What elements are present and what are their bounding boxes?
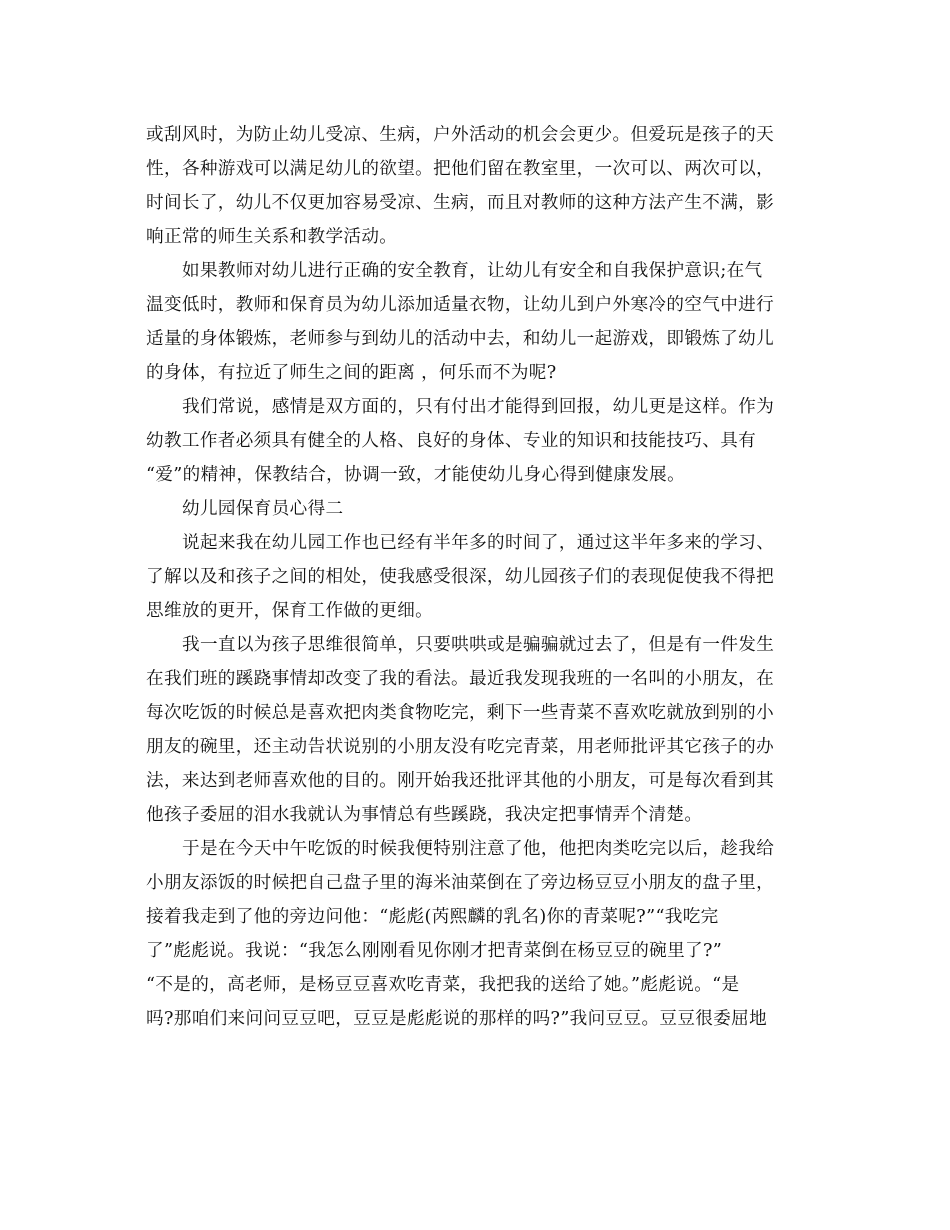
text-line: “不是的，高老师，是杨豆豆喜欢吃青菜，我把我的送给了她。”彪彪说。“是 — [146, 975, 740, 995]
text-line: 朋友的碗里，还主动告状说别的小朋友没有吃完青菜，用老师批评其它孩子的办 — [146, 737, 775, 757]
text-line: 在我们班的蹊跷事情却改变了我的看法。最近我发现我班的一名叫的小朋友，在 — [146, 669, 775, 689]
text-line: 或刮风时，为防止幼儿受凉、生病，户外活动的机会会更少。但爱玩是孩子的天 — [146, 125, 775, 145]
text-line: 响正常的师生关系和教学活动。 — [146, 227, 398, 247]
document-page — [146, 118, 806, 1036]
text-line: 说起来我在幼儿园工作也已经有半年多的时间了，通过这半年多来的学习、 — [182, 533, 775, 553]
text-line: 幼儿园保育员心得二 — [182, 499, 344, 519]
text-line: 于是在今天中午吃饭的时候我便特别注意了他，他把肉类吃完以后，趁我给 — [182, 839, 775, 859]
text-line: “爱”的精神，保教结合，协调一致，才能使幼儿身心得到健康发展。 — [146, 465, 686, 485]
text-line: 了解以及和孩子之间的相处，使我感受很深，幼儿园孩子们的表现促使我不得把 — [146, 567, 775, 587]
text-line: 性，各种游戏可以满足幼儿的欲望。把他们留在教室里，一次可以、两次可以， — [146, 159, 775, 179]
text-line: 了”彪彪说。我说：“我怎么刚刚看见你刚才把青菜倒在杨豆豆的碗里了?” — [146, 941, 723, 961]
text-line: 我一直以为孩子思维很简单，只要哄哄或是骗骗就过去了，但是有一件发生 — [182, 635, 775, 655]
text-line: 接着我走到了他的旁边问他：“彪彪(芮熙麟的乳名)你的青菜呢?”“我吃完 — [146, 907, 719, 927]
text-line: 时间长了，幼儿不仅更加容易受凉、生病，而且对教师的这种方法产生不满，影 — [146, 193, 775, 213]
text-line: 吗?那咱们来问问豆豆吧，豆豆是彪彪说的那样的吗?”我问豆豆。豆豆很委屈地 — [146, 1009, 768, 1029]
text-line: 的身体，有拉近了师生之间的距离 ，何乐而不为呢? — [146, 363, 557, 383]
text-line: 每次吃饭的时候总是喜欢把肉类食物吃完，剩下一些青菜不喜欢吃就放到别的小 — [146, 703, 775, 723]
text-line: 他孩子委屈的泪水我就认为事情总有些蹊跷，我决定把事情弄个清楚。 — [146, 805, 703, 825]
text-line: 幼教工作者必须具有健全的人格、良好的身体、专业的知识和技能技巧、具有 — [146, 431, 757, 451]
text-line: 小朋友添饭的时候把自己盘子里的海米油菜倒在了旁边杨豆豆小朋友的盘子里， — [146, 873, 775, 893]
text-line: 思维放的更开，保育工作做的更细。 — [146, 601, 434, 621]
text-line: 我们常说，感情是双方面的，只有付出才能得到回报，幼儿更是这样。作为 — [182, 397, 775, 417]
text-line: 如果教师对幼儿进行正确的安全教育，让幼儿有安全和自我保护意识;在气 — [182, 261, 763, 281]
text-line: 适量的身体锻炼，老师参与到幼儿的活动中去，和幼儿一起游戏，即锻炼了幼儿 — [146, 329, 775, 349]
text-line: 温变低时，教师和保育员为幼儿添加适量衣物，让幼儿到户外寒冷的空气中进行 — [146, 295, 775, 315]
text-line: 法，来达到老师喜欢他的目的。刚开始我还批评其他的小朋友，可是每次看到其 — [146, 771, 775, 791]
document-body — [146, 118, 806, 1036]
